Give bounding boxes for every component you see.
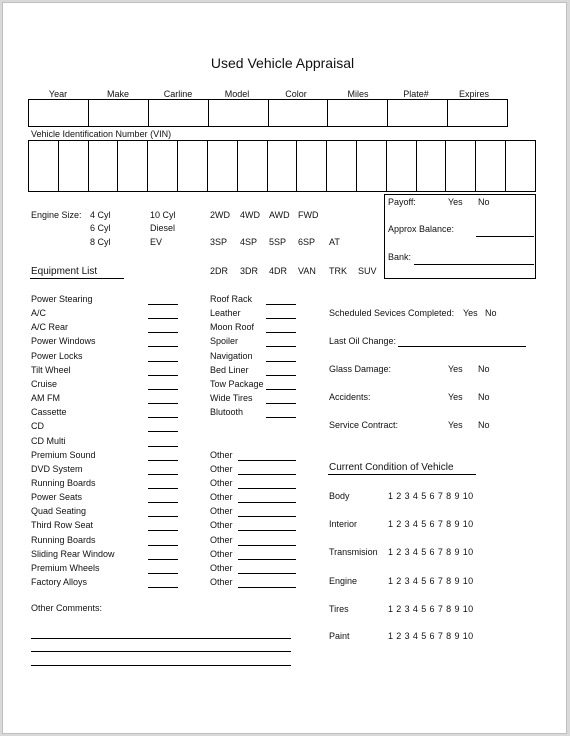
equipment-check-line[interactable] <box>148 516 178 517</box>
condition-item-label: Engine <box>329 576 358 586</box>
bank-field[interactable] <box>414 264 534 265</box>
vehicle-header-label: Carline <box>163 89 193 99</box>
equipment-check-line[interactable] <box>148 332 178 333</box>
equipment-item-label: Cruise <box>31 379 58 389</box>
transmission-option[interactable]: 6SP <box>298 237 316 247</box>
other-equipment-field[interactable] <box>238 502 296 503</box>
transmission-option[interactable]: 4SP <box>240 237 258 247</box>
vehicle-info-cell[interactable] <box>448 100 508 127</box>
equipment-check-line[interactable] <box>148 460 178 461</box>
equipment-item-label: CD <box>31 421 44 431</box>
condition-item-label: Transmision <box>329 547 378 557</box>
body-style-option[interactable]: 3DR <box>240 266 259 276</box>
vehicle-info-cell[interactable] <box>29 100 89 127</box>
equipment-item-label: Power Seats <box>31 492 83 502</box>
equipment-item-label: Spoiler <box>210 336 239 346</box>
drive-option[interactable]: 4WD <box>240 210 260 220</box>
condition-scale[interactable]: 1 2 3 4 5 6 7 8 9 10 <box>388 631 474 641</box>
other-equipment-label: Other <box>210 535 233 545</box>
vehicle-header-label: Miles <box>347 89 369 99</box>
equipment-item-label: Third Row Seat <box>31 520 94 530</box>
vin-cell[interactable] <box>446 141 476 192</box>
equipment-check-line[interactable] <box>148 474 178 475</box>
equipment-item-label: Wide Tires <box>210 393 253 403</box>
vin-cell[interactable] <box>178 141 208 192</box>
equipment-check-line[interactable] <box>148 502 178 503</box>
form-title: Used Vehicle Appraisal <box>210 55 355 71</box>
comment-line[interactable] <box>31 651 291 652</box>
engine-option[interactable]: 6 Cyl <box>90 223 111 233</box>
vehicle-info-cell[interactable] <box>388 100 448 127</box>
equipment-item-label: Power Locks <box>31 351 83 361</box>
equipment-item-label: Premium Wheels <box>31 563 100 573</box>
equipment-check-line[interactable] <box>266 361 296 362</box>
scheduled-services-label: Scheduled Sevices Completed: <box>329 308 455 318</box>
scheduled-services-no[interactable]: No <box>485 308 497 318</box>
equipment-check-line[interactable] <box>266 346 296 347</box>
condition-item-label: Body <box>329 491 350 501</box>
vehicle-info-grid <box>28 99 508 127</box>
other-equipment-label: Other <box>210 478 233 488</box>
other-equipment-field[interactable] <box>238 488 296 489</box>
service-contract-label: Service Contract: <box>329 420 399 430</box>
engine-option[interactable]: 8 Cyl <box>90 237 111 247</box>
equipment-item-label: Factory Alloys <box>31 577 88 587</box>
other-equipment-field[interactable] <box>238 460 296 461</box>
equipment-check-line[interactable] <box>148 545 178 546</box>
condition-scale[interactable]: 1 2 3 4 5 6 7 8 9 10 <box>388 604 474 614</box>
equipment-heading-underline <box>30 278 124 279</box>
comment-line[interactable] <box>31 665 291 666</box>
equipment-check-line[interactable] <box>266 304 296 305</box>
engine-option[interactable]: Diesel <box>150 223 176 233</box>
engine-option[interactable]: 10 Cyl <box>150 210 176 220</box>
comment-line[interactable] <box>31 638 291 639</box>
last-oil-change-field[interactable] <box>398 346 526 347</box>
vin-label: Vehicle Identification Number (VIN) <box>31 129 172 139</box>
equipment-item-label: Moon Roof <box>210 322 255 332</box>
equipment-check-line[interactable] <box>148 403 178 404</box>
other-equipment-field[interactable] <box>238 516 296 517</box>
equipment-item-label: Tow Package <box>210 379 264 389</box>
other-equipment-label: Other <box>210 563 233 573</box>
vin-cell[interactable] <box>386 141 416 192</box>
equipment-check-line[interactable] <box>266 403 296 404</box>
equipment-item-label: Roof Rack <box>210 294 253 304</box>
equipment-check-line[interactable] <box>148 304 178 305</box>
vehicle-info-cell[interactable] <box>148 100 208 127</box>
equipment-list-heading: Equipment List <box>31 266 98 277</box>
other-equipment-field[interactable] <box>238 474 296 475</box>
other-equipment-label: Other <box>210 506 233 516</box>
vehicle-info-cell[interactable] <box>208 100 268 127</box>
vin-cell[interactable] <box>327 141 357 192</box>
condition-scale[interactable]: 1 2 3 4 5 6 7 8 9 10 <box>388 519 474 529</box>
payoff-yes[interactable]: Yes <box>448 197 463 207</box>
other-equipment-label: Other <box>210 577 233 587</box>
other-equipment-field[interactable] <box>238 559 296 560</box>
vin-cell[interactable] <box>207 141 237 192</box>
drive-option[interactable]: FWD <box>298 210 319 220</box>
other-comments-label: Other Comments: <box>31 603 103 613</box>
condition-scale[interactable]: 1 2 3 4 5 6 7 8 9 10 <box>388 547 474 557</box>
body-style-option[interactable]: 4DR <box>269 266 288 276</box>
other-equipment-label: Other <box>210 492 233 502</box>
transmission-option[interactable]: 5SP <box>269 237 287 247</box>
vin-cell[interactable] <box>506 141 536 192</box>
glass-damage-label: Glass Damage: <box>329 364 392 374</box>
vin-cell[interactable] <box>416 141 446 192</box>
engine-size-label: Engine Size: <box>31 210 82 220</box>
equipment-item-label: CD Multi <box>31 436 66 446</box>
vin-cell[interactable] <box>148 141 178 192</box>
equipment-check-line[interactable] <box>148 431 178 432</box>
equipment-item-label: Cassette <box>31 407 67 417</box>
condition-scale[interactable]: 1 2 3 4 5 6 7 8 9 10 <box>388 491 474 501</box>
condition-item-label: Tires <box>329 604 349 614</box>
equipment-item-label: AM FM <box>31 393 60 403</box>
glass-damage-yes[interactable]: Yes <box>448 364 463 374</box>
equipment-check-line[interactable] <box>148 318 178 319</box>
transmission-option[interactable]: AT <box>329 237 340 247</box>
other-equipment-field[interactable] <box>238 573 296 574</box>
condition-item-label: Paint <box>329 631 350 641</box>
service-contract-no[interactable]: No <box>478 420 490 430</box>
vin-cell[interactable] <box>297 141 327 192</box>
other-equipment-label: Other <box>210 464 233 474</box>
other-equipment-label: Other <box>210 520 233 530</box>
bank-label: Bank: <box>388 252 412 262</box>
last-oil-change-label: Last Oil Change: <box>329 336 397 346</box>
equipment-item-label: Sliding Rear Window <box>31 549 115 559</box>
engine-option[interactable]: EV <box>150 237 163 247</box>
body-style-option[interactable]: SUV <box>358 266 377 276</box>
equipment-check-line[interactable] <box>148 530 178 531</box>
vin-cell[interactable] <box>476 141 506 192</box>
equipment-check-line[interactable] <box>266 332 296 333</box>
accidents-yes[interactable]: Yes <box>448 392 463 402</box>
equipment-check-line[interactable] <box>266 318 296 319</box>
vehicle-header-label: Year <box>48 89 68 99</box>
equipment-item-label: Blutooth <box>210 407 244 417</box>
equipment-item-label: Running Boards <box>31 478 96 488</box>
other-equipment-field[interactable] <box>238 587 296 588</box>
vin-cell[interactable] <box>267 141 297 192</box>
glass-damage-no[interactable]: No <box>478 364 490 374</box>
payoff-no[interactable]: No <box>478 197 490 207</box>
vehicle-header-label: Model <box>224 89 250 99</box>
engine-option[interactable]: 4 Cyl <box>90 210 111 220</box>
transmission-option[interactable]: 3SP <box>210 237 228 247</box>
equipment-item-label: Premium Sound <box>31 450 96 460</box>
body-style-option[interactable]: 2DR <box>210 266 229 276</box>
approx-balance-field[interactable] <box>476 236 534 237</box>
equipment-check-line[interactable] <box>148 446 178 447</box>
equipment-item-label: Tilt Wheel <box>31 365 71 375</box>
equipment-item-label: Power Stearing <box>31 294 93 304</box>
equipment-item-label: A/C <box>31 308 47 318</box>
vehicle-header-label: Expires <box>458 89 489 99</box>
vin-cell[interactable] <box>118 141 148 192</box>
equipment-check-line[interactable] <box>266 389 296 390</box>
payoff-label: Payoff: <box>388 197 416 207</box>
equipment-check-line[interactable] <box>148 573 178 574</box>
vin-cell[interactable] <box>356 141 386 192</box>
equipment-check-line[interactable] <box>148 389 178 390</box>
vehicle-header-label: Plate# <box>403 89 429 99</box>
vin-cell[interactable] <box>29 141 59 192</box>
condition-heading-underline <box>328 474 476 475</box>
equipment-item-label: Quad Seating <box>31 506 87 516</box>
vehicle-info-cell[interactable] <box>88 100 148 127</box>
equipment-item-label: Bed Liner <box>210 365 249 375</box>
scheduled-services-yes[interactable]: Yes <box>463 308 478 318</box>
body-style-option[interactable]: TRK <box>329 266 347 276</box>
vehicle-header-label: Color <box>285 89 307 99</box>
drive-option[interactable]: 2WD <box>210 210 230 220</box>
equipment-check-line[interactable] <box>148 361 178 362</box>
equipment-item-label: Running Boards <box>31 535 96 545</box>
equipment-item-label: A/C Rear <box>31 322 69 332</box>
equipment-check-line[interactable] <box>148 346 178 347</box>
vin-grid <box>28 140 536 192</box>
equipment-check-line[interactable] <box>266 375 296 376</box>
equipment-check-line[interactable] <box>148 559 178 560</box>
equipment-check-line[interactable] <box>148 587 178 588</box>
vin-cell[interactable] <box>58 141 88 192</box>
vin-cell[interactable] <box>237 141 267 192</box>
other-equipment-label: Other <box>210 549 233 559</box>
accidents-label: Accidents: <box>329 392 371 402</box>
other-equipment-field[interactable] <box>238 530 296 531</box>
service-contract-yes[interactable]: Yes <box>448 420 463 430</box>
equipment-check-line[interactable] <box>148 488 178 489</box>
equipment-check-line[interactable] <box>148 417 178 418</box>
equipment-item-label: Leather <box>210 308 241 318</box>
equipment-item-label: DVD System <box>31 464 83 474</box>
condition-heading: Current Condition of Vehicle <box>329 462 454 473</box>
equipment-check-line[interactable] <box>148 375 178 376</box>
equipment-item-label: Navigation <box>210 351 253 361</box>
condition-item-label: Interior <box>329 519 358 529</box>
vehicle-info-cell[interactable] <box>328 100 388 127</box>
vehicle-info-cell[interactable] <box>268 100 328 127</box>
body-style-option[interactable]: VAN <box>298 266 316 276</box>
accidents-no[interactable]: No <box>478 392 490 402</box>
vehicle-header-label: Make <box>106 89 129 99</box>
drive-option[interactable]: AWD <box>269 210 290 220</box>
condition-scale[interactable]: 1 2 3 4 5 6 7 8 9 10 <box>388 576 474 586</box>
equipment-check-line[interactable] <box>266 417 296 418</box>
equipment-item-label: Power Windows <box>31 336 96 346</box>
vin-cell[interactable] <box>88 141 118 192</box>
other-equipment-label: Other <box>210 450 233 460</box>
other-equipment-field[interactable] <box>238 545 296 546</box>
approx-balance-label: Approx Balance: <box>388 224 455 234</box>
